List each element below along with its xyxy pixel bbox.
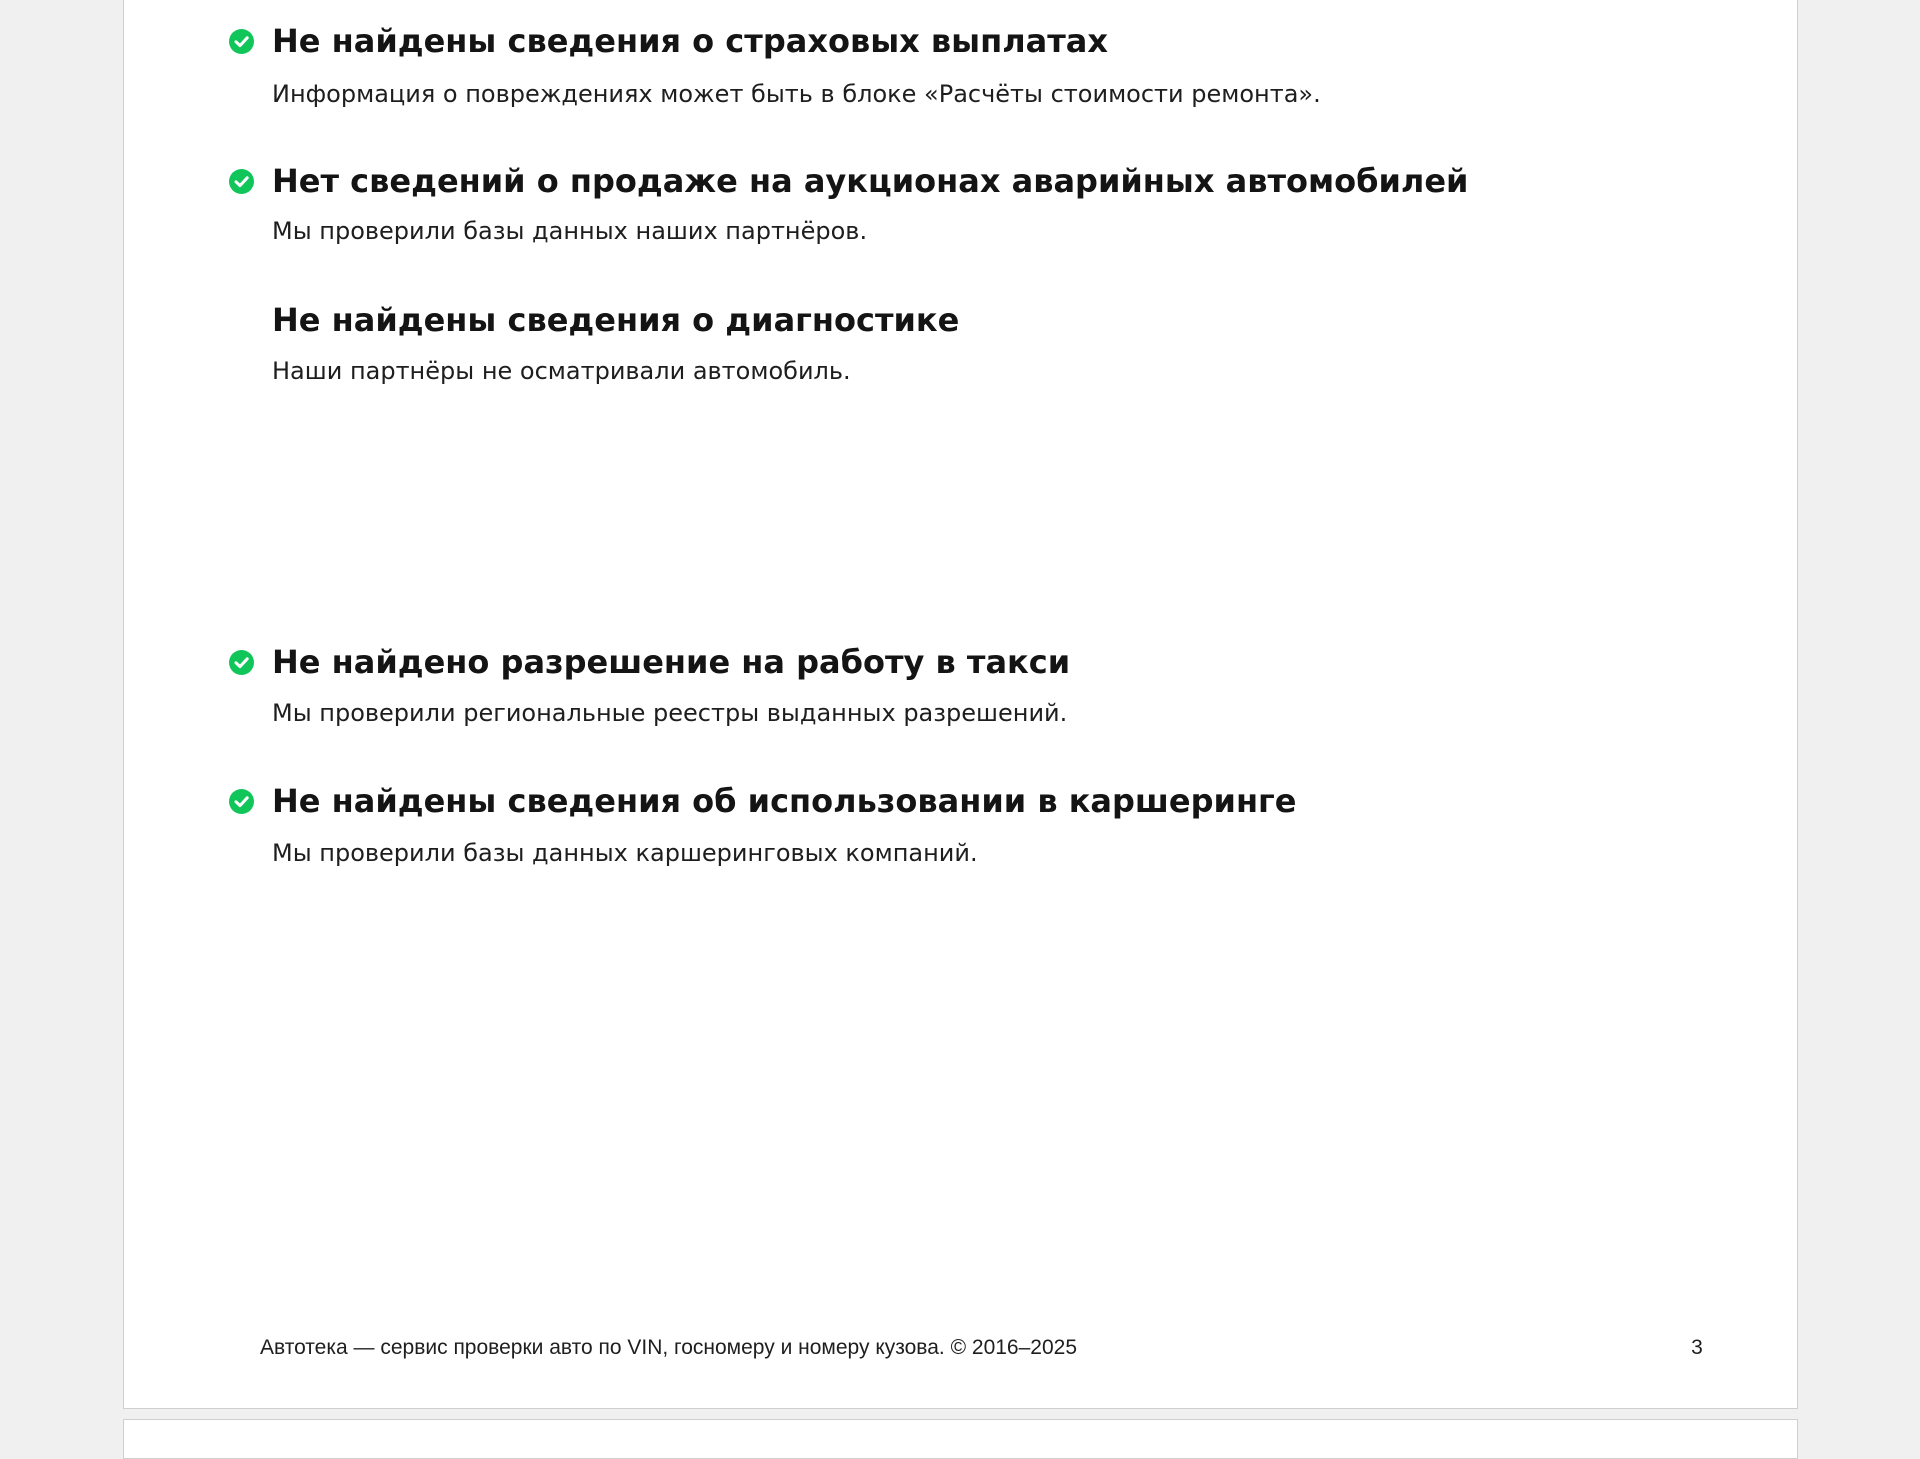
check-circle-icon [229, 789, 254, 814]
insurance-payouts-heading: Не найдены сведения о страховых выплатах [272, 22, 1109, 60]
carsharing-description: Мы проверили базы данных каршеринговых компаний. [272, 839, 978, 867]
check-circle-icon [229, 650, 254, 675]
taxi-permit-heading: Не найдено разрешение на работу в такси [272, 643, 1071, 681]
page-footer-text: Автотека — сервис проверки авто по VIN, госномеру и номеру кузова. © 2016–2025 [260, 1336, 1078, 1359]
page-number: 3 [1691, 1336, 1703, 1359]
diagnostics-description: Наши партнёры не осматривали автомобиль. [272, 357, 851, 385]
salvage-auctions-heading: Нет сведений о продаже на аукционах аварийных автомобилей [272, 162, 1469, 200]
salvage-auctions-description: Мы проверили базы данных наших партнёров. [272, 217, 868, 245]
check-circle-icon [229, 29, 254, 54]
next-document-page [123, 1419, 1798, 1459]
carsharing-heading: Не найдены сведения об использовании в каршеринге [272, 782, 1297, 820]
taxi-permit-description: Мы проверили региональные реестры выданных разрешений. [272, 699, 1068, 727]
diagnostics-heading: Не найдены сведения о диагностике [272, 301, 960, 339]
check-circle-icon [229, 169, 254, 194]
insurance-payouts-description: Информация о повреждениях может быть в блоке «Расчёты стоимости ремонта». [272, 80, 1321, 108]
